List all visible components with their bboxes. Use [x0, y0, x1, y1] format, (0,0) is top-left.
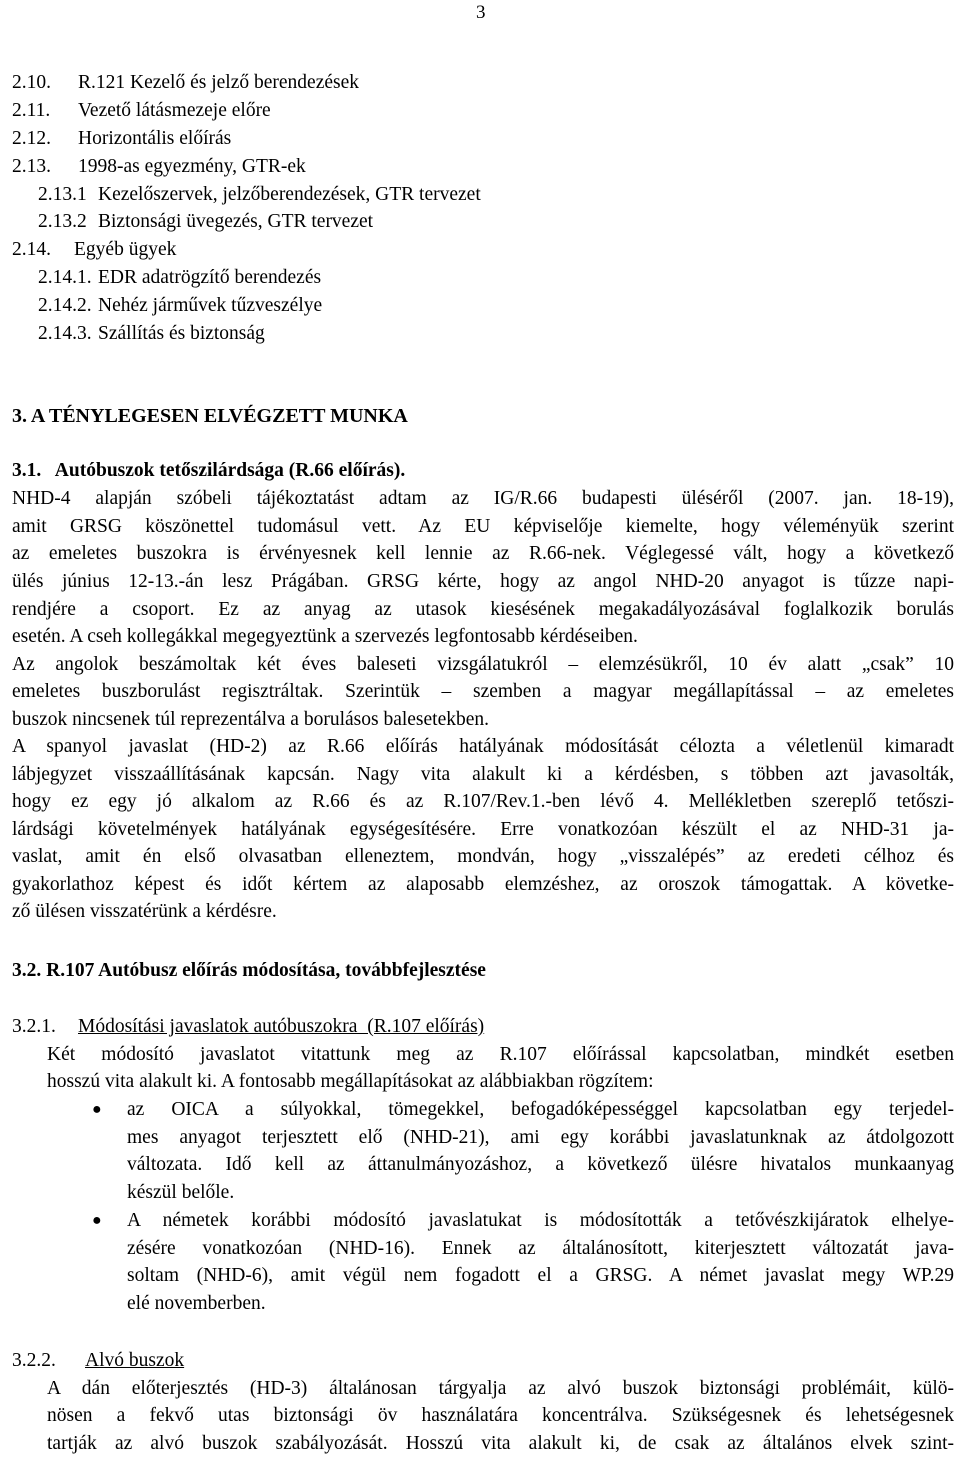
- toc-item: 2.12. Horizontális előírás: [12, 128, 232, 149]
- toc-item: 2.14.3. Szállítás és biztonság: [38, 323, 265, 344]
- bullet-icon: ●: [92, 1212, 102, 1229]
- page-number: 3: [476, 2, 486, 23]
- toc-item: 2.10. R.121 Kezelő és jelző berendezések: [12, 72, 359, 93]
- toc-item: 2.11. Vezető látásmezeje előre: [12, 100, 271, 121]
- toc-item: 2.13.1 Kezelőszervek, jelzőberendezések, GTR tervezet: [38, 184, 481, 205]
- section-heading: 3. A TÉNYLEGESEN ELVÉGZETT MUNKA: [12, 405, 408, 427]
- toc-item: 2.13.2 Biztonsági üvegezés, GTR tervezet: [38, 211, 374, 232]
- toc-item: 2.14.1. EDR adatrögzítő berendezés: [38, 267, 322, 288]
- toc-item: 2.14.2. Nehéz járművek tűzveszélye: [38, 295, 323, 316]
- toc-item: 2.14. Egyéb ügyek: [12, 239, 177, 260]
- bullet-icon: ●: [92, 1101, 102, 1118]
- subsection-title-3-2-2: Alvó buszok: [85, 1350, 185, 1371]
- subsection-heading-3-2: 3.2. R.107 Autóbusz előírás módosítása, továbbfejlesztése: [12, 960, 486, 981]
- toc-item: 2.13. 1998-as egyezmény, GTR-ek: [12, 156, 306, 177]
- subsection-title-3-2-1: Módosítási javaslatok autóbuszokra (R.107 előírás): [78, 1016, 485, 1037]
- subsection-heading-3-2-2: 3.2.2. Alvó buszok: [12, 1350, 185, 1371]
- subsection-heading-3-2-1: 3.2.1. Módosítási javaslatok autóbuszokra (R.107 előírás): [12, 1016, 485, 1037]
- subsection-heading-3-1: 3.1. Autóbuszok tetőszilárdsága (R.66 előírás).: [12, 460, 406, 481]
